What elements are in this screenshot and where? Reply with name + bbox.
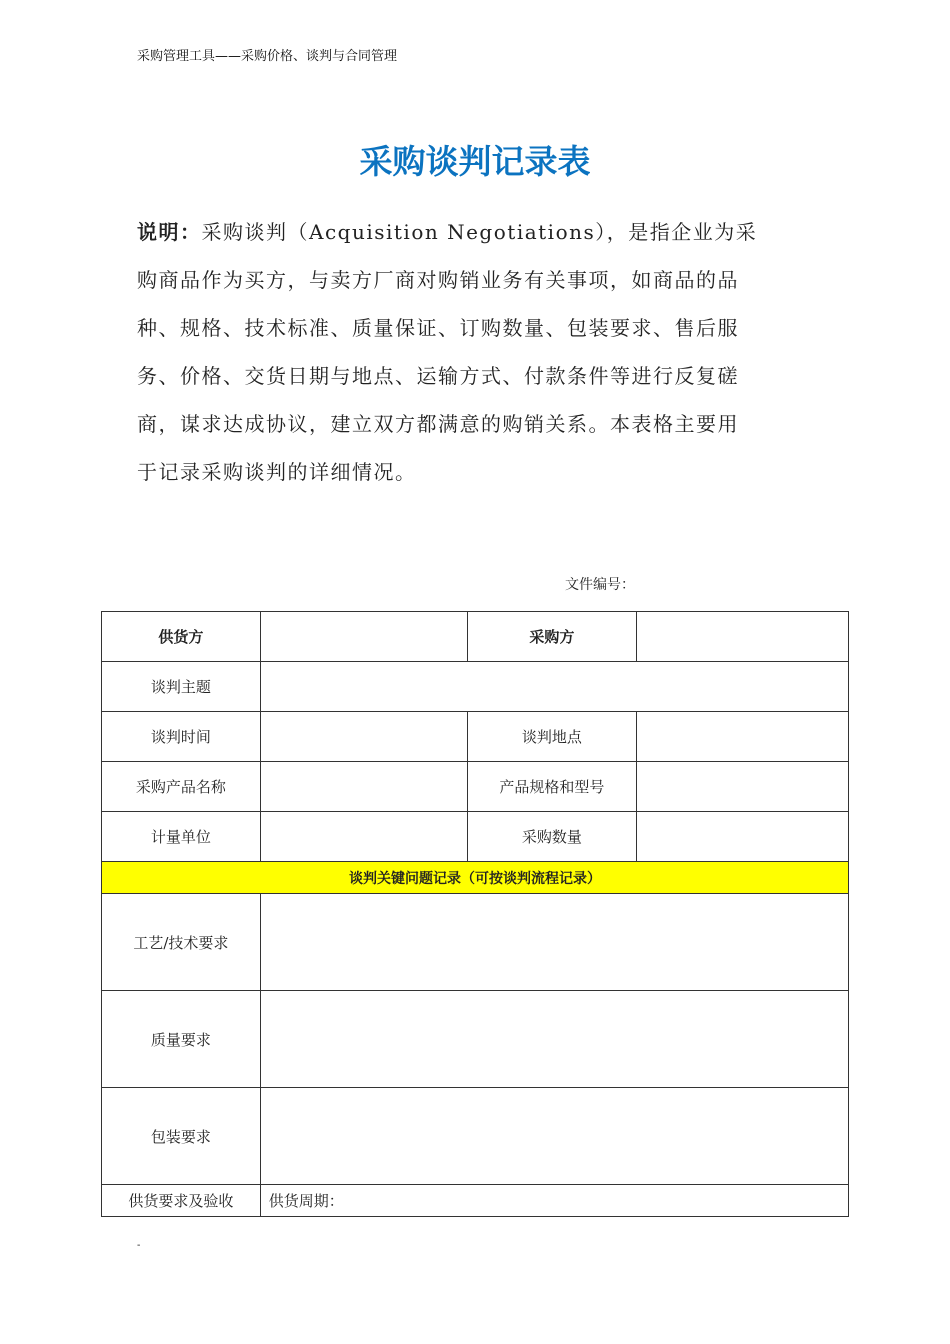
description (137, 208, 817, 496)
description-line: 务、价格、交货日期与地点、运输方式、付款条件等进行反复磋 (137, 364, 739, 388)
packaging-field[interactable] (260, 1088, 848, 1185)
quantity-label: 采购数量 (467, 812, 637, 862)
unit-label: 计量单位 (102, 812, 261, 862)
topic-label: 谈判主题 (102, 662, 261, 712)
tech-field[interactable] (260, 894, 848, 991)
product-name-field[interactable] (260, 762, 467, 812)
packaging-label: 包装要求 (102, 1088, 261, 1185)
topic-field[interactable] (260, 662, 848, 712)
description-line: 商，谋求达成协议，建立双方都满意的购销关系。本表格主要用 (137, 412, 739, 436)
supplier-field[interactable] (260, 612, 467, 662)
supply-label: 供货要求及验收 (102, 1185, 261, 1217)
supply-period-field[interactable]: 供货周期： (260, 1185, 848, 1217)
place-field[interactable] (637, 712, 849, 762)
unit-field[interactable] (260, 812, 467, 862)
footer-mark: - (137, 1240, 141, 1251)
description-line: 采购谈判（Acquisition Negotiations），是指企业为采 (201, 220, 758, 244)
spec-field[interactable] (637, 762, 849, 812)
time-field[interactable] (260, 712, 467, 762)
page-header: 采购管理工具——采购价格、谈判与合同管理 (137, 49, 398, 64)
file-number-label: 文件编号： (565, 577, 635, 593)
quality-label: 质量要求 (102, 991, 261, 1088)
supplier-label: 供货方 (102, 612, 261, 662)
negotiation-record-table (101, 611, 849, 1217)
buyer-label: 采购方 (467, 612, 637, 662)
tech-label: 工艺/技术要求 (102, 894, 261, 991)
quality-field[interactable] (260, 991, 848, 1088)
description-label: 说明： (137, 220, 202, 244)
section-header: 谈判关键问题记录（可按谈判流程记录） (102, 862, 849, 894)
quantity-field[interactable] (637, 812, 849, 862)
page-title: 采购谈判记录表 (359, 142, 591, 181)
product-name-label: 采购产品名称 (102, 762, 261, 812)
spec-label: 产品规格和型号 (467, 762, 637, 812)
time-label: 谈判时间 (102, 712, 261, 762)
buyer-field[interactable] (637, 612, 849, 662)
description-line: 于记录采购谈判的详细情况。 (137, 460, 417, 484)
place-label: 谈判地点 (467, 712, 637, 762)
description-line: 种、规格、技术标准、质量保证、订购数量、包装要求、售后服 (137, 316, 739, 340)
description-line: 购商品作为买方，与卖方厂商对购销业务有关事项，如商品的品 (137, 268, 739, 292)
